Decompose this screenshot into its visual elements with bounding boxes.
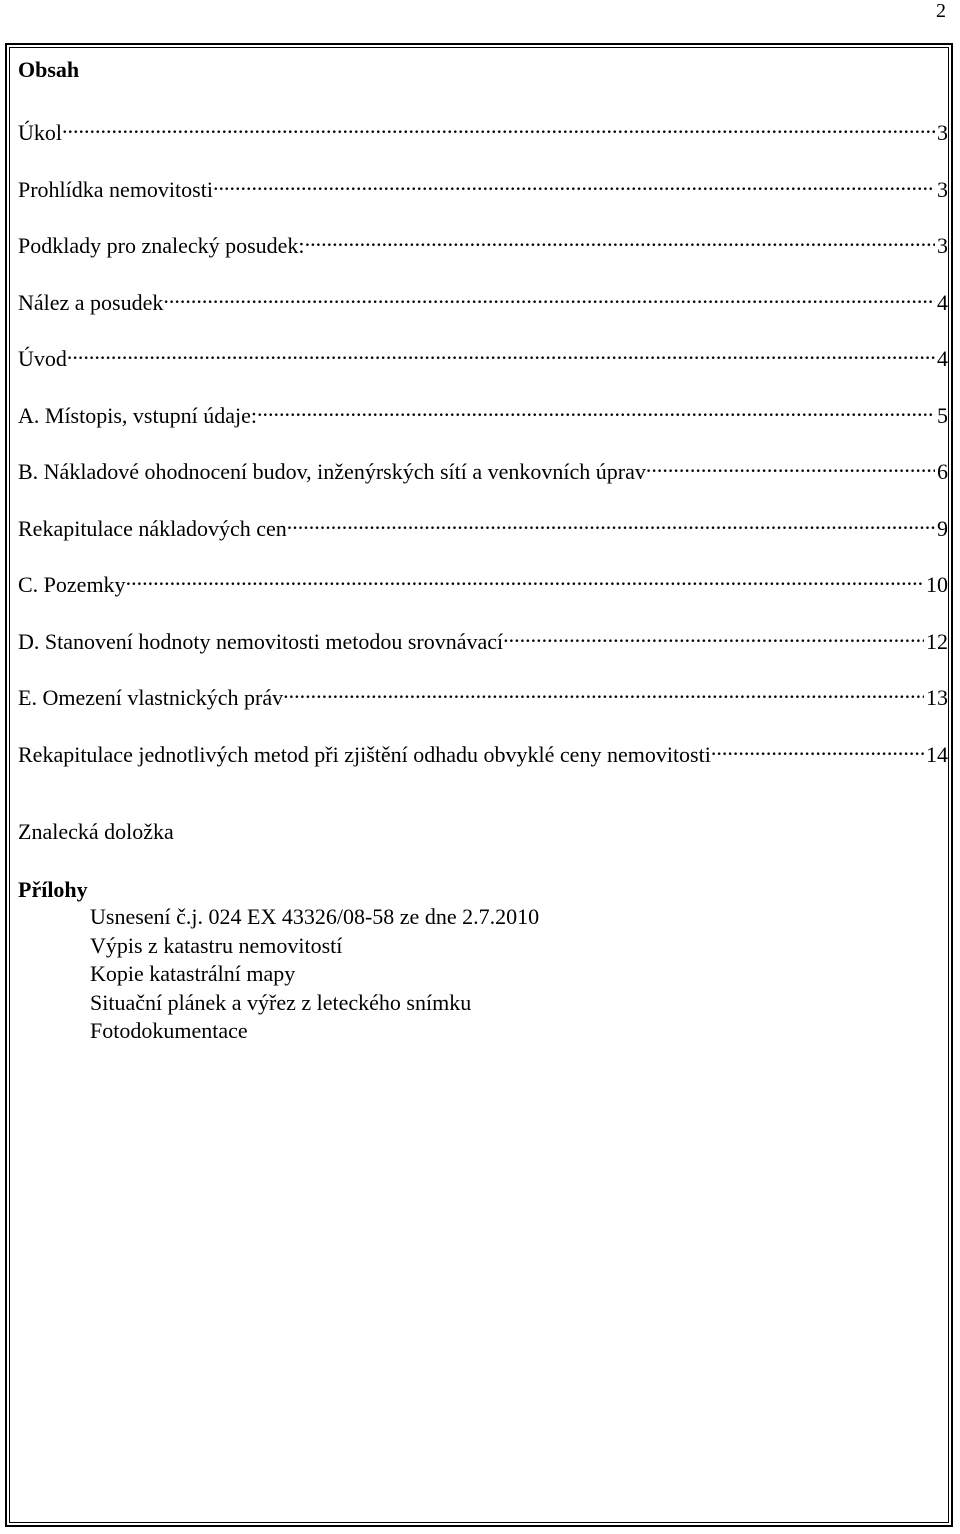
toc-entry-leader xyxy=(126,564,924,592)
toc-entry-page: 3 xyxy=(937,233,948,258)
prilohy-item: Výpis z katastru nemovitostí xyxy=(90,932,343,958)
toc-entry[interactable] xyxy=(18,677,948,734)
prilohy-list xyxy=(90,903,539,1046)
toc-entry-page: 10 xyxy=(926,572,948,597)
toc-entry-page: 12 xyxy=(926,628,948,654)
toc-entry-leader xyxy=(62,112,935,140)
toc-entry-leader xyxy=(646,451,935,479)
toc-entry[interactable] xyxy=(18,225,948,282)
toc-entry[interactable] xyxy=(18,169,948,226)
page-number: 2 xyxy=(936,0,946,22)
toc-entry-title: E. Omezení vlastnických práv xyxy=(18,685,284,710)
toc-entry-leader xyxy=(163,282,935,310)
toc-entry[interactable] xyxy=(18,395,948,452)
toc-entry[interactable] xyxy=(18,282,948,339)
toc-entry-page: 13 xyxy=(926,685,948,710)
toc-entry[interactable] xyxy=(18,564,948,621)
toc-entry-title: Úkol xyxy=(18,120,62,145)
toc-entry-leader xyxy=(67,338,935,366)
toc-list xyxy=(18,112,948,790)
prilohy-item: Usnesení č.j. 024 EX 43326/08-58 ze dne 2.7.2010 xyxy=(90,904,540,929)
toc-entry[interactable] xyxy=(18,451,948,508)
znalecka-dolozka-heading: Znalecká doložka xyxy=(18,819,174,844)
toc-entry[interactable] xyxy=(18,112,948,169)
toc-entry-title: Nález a posudek xyxy=(18,289,164,315)
toc-entry-page: 4 xyxy=(937,346,948,371)
toc-entry-title: Rekapitulace nákladových cen xyxy=(18,515,287,541)
toc-entry-page: 4 xyxy=(937,289,948,315)
toc-entry-page: 14 xyxy=(926,741,948,767)
toc-entry-page: 6 xyxy=(937,459,948,484)
prilohy-item: Situační plánek a výřez z leteckého snímku xyxy=(90,989,472,1015)
toc-entry-leader xyxy=(305,225,935,253)
toc-entry-page: 3 xyxy=(937,120,948,145)
toc-entry-title: B. Nákladové ohodnocení budov, inženýrských sítí a venkovních úprav xyxy=(18,459,646,484)
toc-entry-page: 5 xyxy=(937,402,948,428)
toc-entry-leader xyxy=(257,395,935,423)
toc-entry-title: Úvod xyxy=(18,346,67,371)
prilohy-item: Kopie katastrální mapy xyxy=(90,961,296,986)
toc-entry-title: D. Stanovení hodnoty nemovitosti metodou srovnávací xyxy=(18,628,504,654)
toc-entry-title: C. Pozemky xyxy=(18,572,126,597)
toc-entry[interactable] xyxy=(18,621,948,678)
toc-entry-leader xyxy=(283,677,924,705)
toc-entry[interactable] xyxy=(18,338,948,395)
toc-entry-title: Prohlídka nemovitosti xyxy=(18,176,213,202)
toc-entry-page: 9 xyxy=(937,515,948,541)
toc-entry-leader xyxy=(503,621,924,649)
toc-entry[interactable] xyxy=(18,734,948,791)
toc-entry-title: Rekapitulace jednotlivých metod při zjištění odhadu obvyklé ceny nemovitosti xyxy=(18,741,711,767)
toc-entry-title: A. Místopis, vstupní údaje: xyxy=(18,402,257,428)
toc-entry-leader xyxy=(711,734,924,762)
prilohy-heading: Přílohy xyxy=(18,877,88,902)
toc-entry-leader xyxy=(213,169,935,197)
toc-entry-leader xyxy=(287,508,935,536)
toc-entry-page: 3 xyxy=(937,176,948,202)
toc-entry[interactable] xyxy=(18,508,948,565)
toc-heading: Obsah xyxy=(18,57,80,82)
prilohy-item: Fotodokumentace xyxy=(90,1018,248,1043)
toc-entry-title: Podklady pro znalecký posudek: xyxy=(18,233,305,258)
